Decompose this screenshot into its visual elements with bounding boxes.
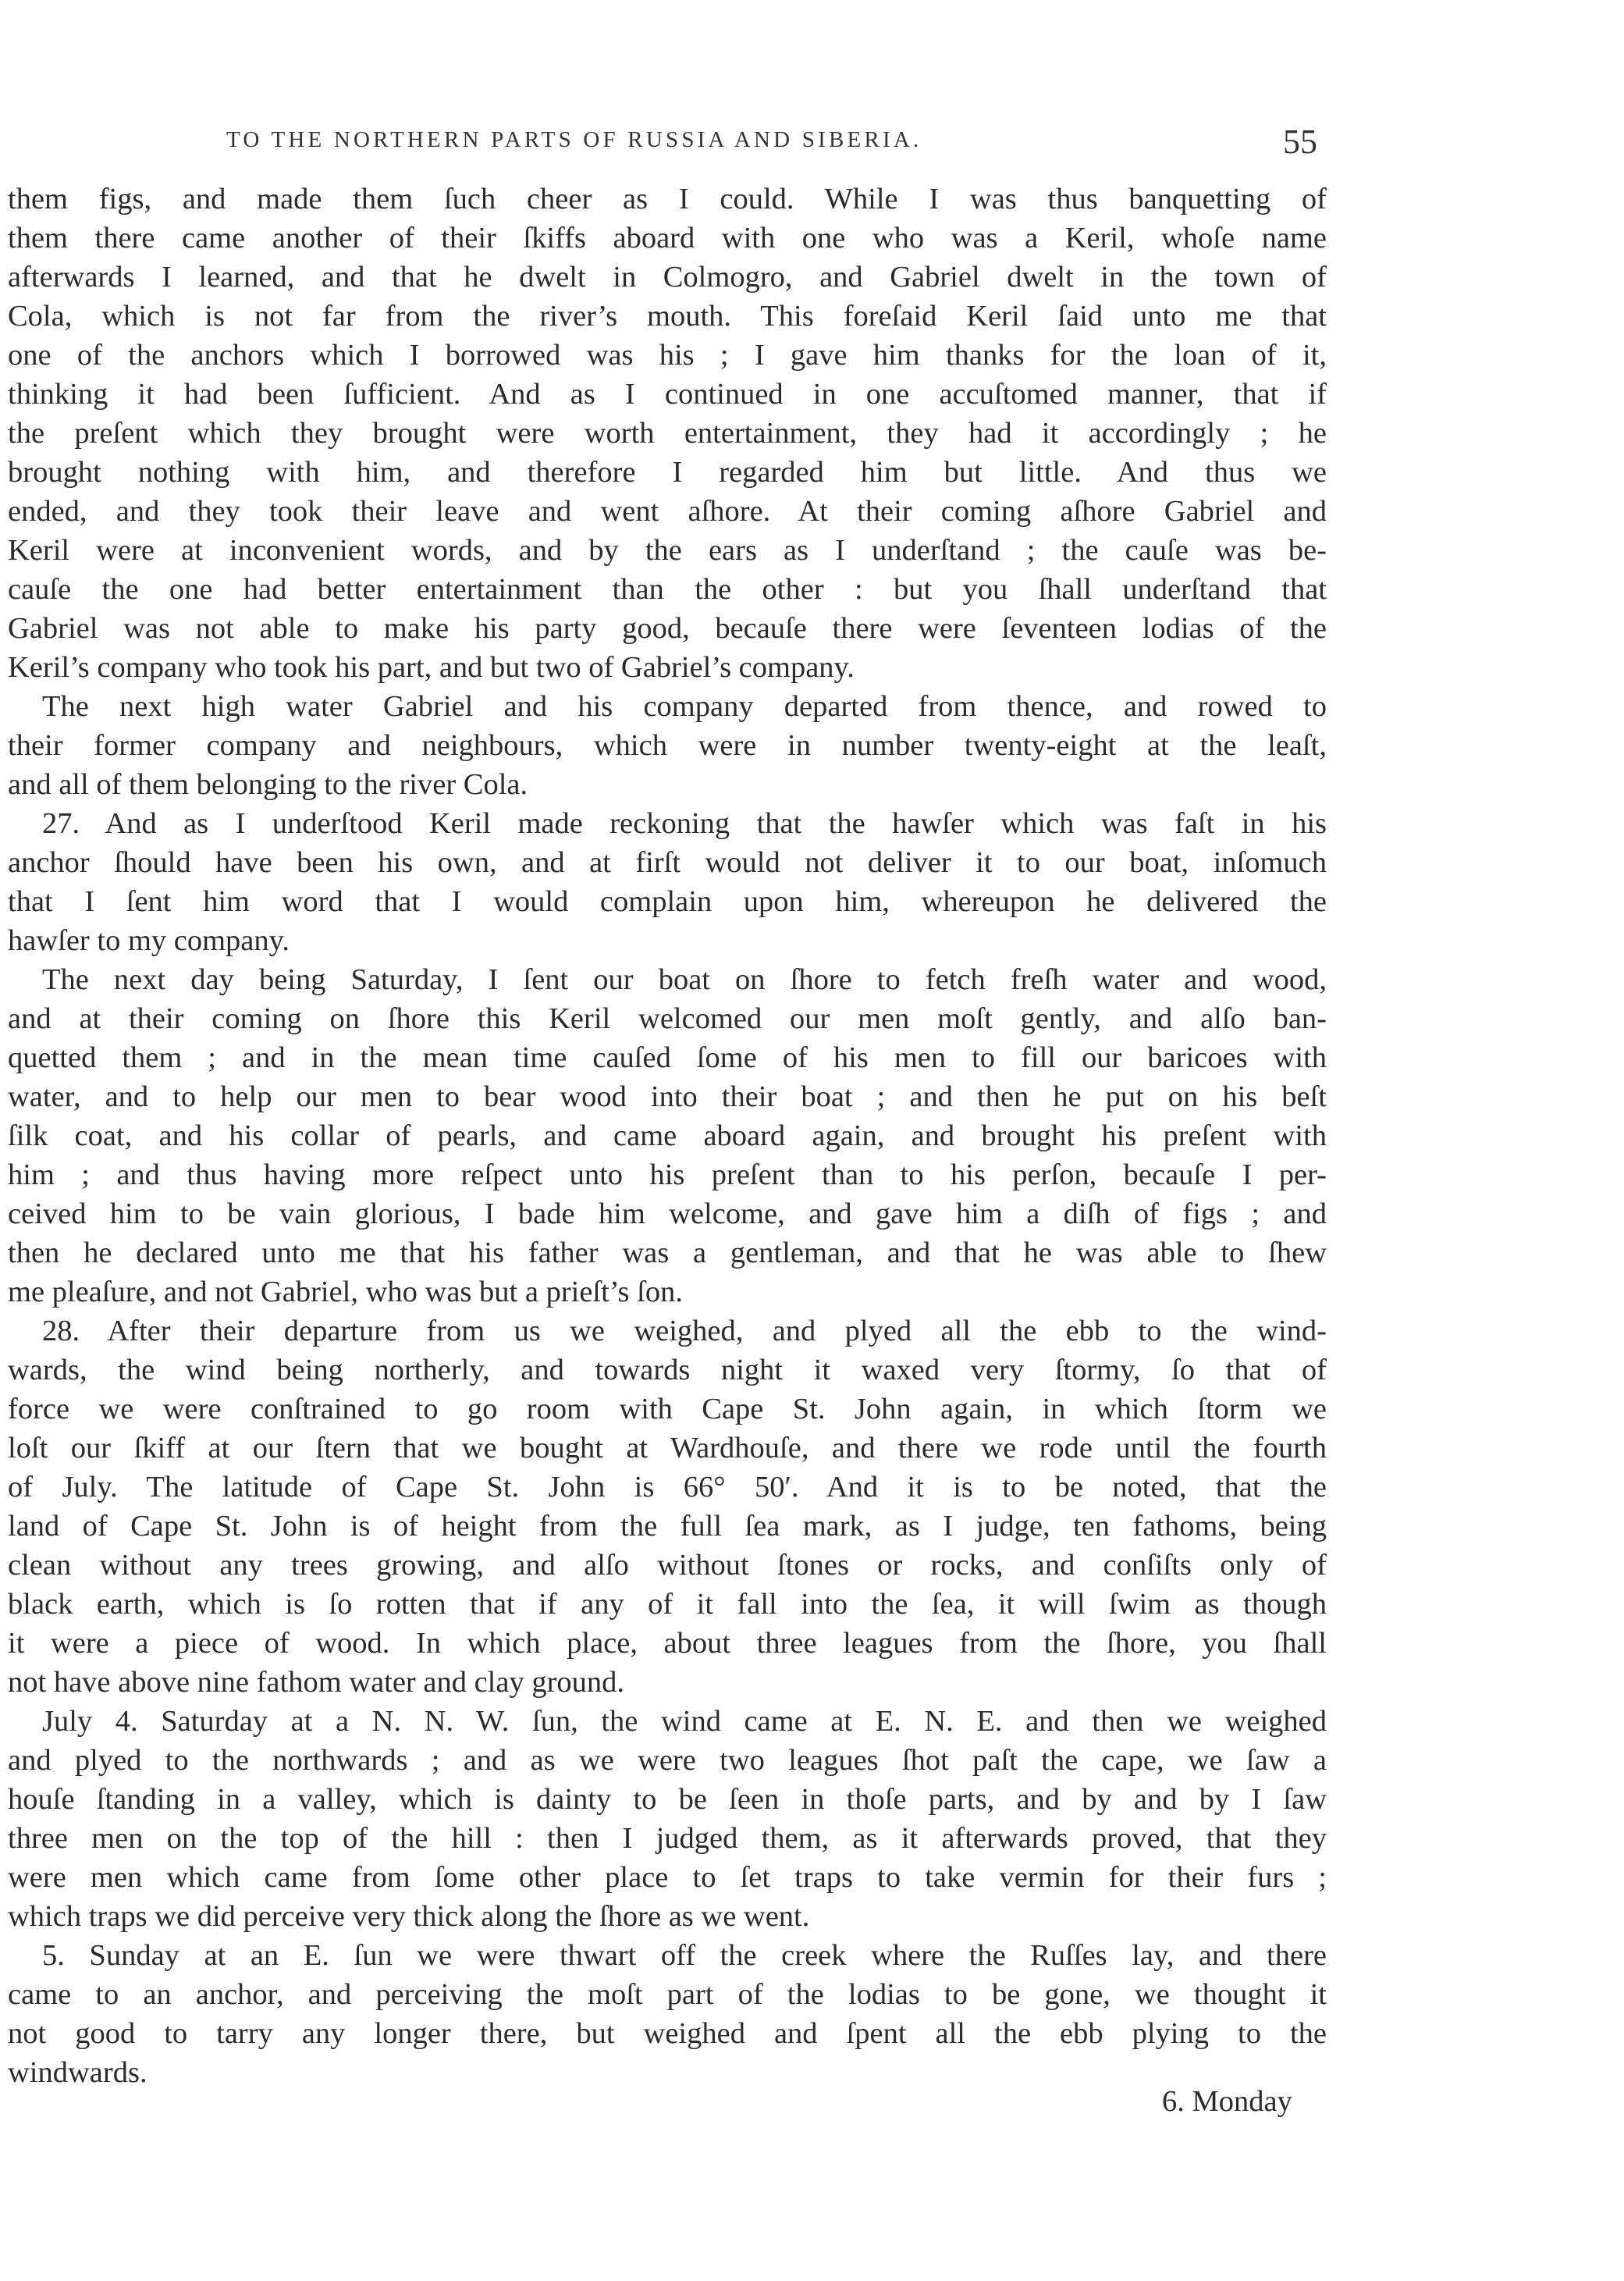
text-line: not have above nine fathom water and clay ground. (8, 1666, 625, 1699)
text-line: that I ſent him word that I would complain upon him, whereupon he delivered the (8, 885, 1327, 918)
text-line: houſe ſtanding in a valley, which is dainty to be ſeen in thoſe parts, and by and by I ſaw (8, 1783, 1327, 1816)
body-text (8, 180, 1327, 2092)
text-line: then he declared unto me that his father was a gentleman, and that he was able to ſhew (8, 1237, 1327, 1269)
text-line: windwards. (8, 2056, 147, 2089)
text-line: Keril were at inconvenient words, and by the ears as I underſtand ; the cauſe was be- (8, 534, 1327, 567)
text-line: clean without any trees growing, and alſo without ſtones or rocks, and conſiſts only of (8, 1549, 1327, 1582)
text-line: which traps we did perceive very thick along the ſhore as we went. (8, 1900, 810, 1933)
text-line: me pleaſure, and not Gabriel, who was but a prieſt’s ſon. (8, 1276, 683, 1308)
text-line: afterwards I learned, and that he dwelt in Colmogro, and Gabriel dwelt in the town of (8, 261, 1327, 294)
text-line: not good to tarry any longer there, but weighed and ſpent all the ebb plying to the (8, 2017, 1327, 2050)
text-line: Keril’s company who took his part, and but two of Gabriel’s company. (8, 651, 855, 684)
text-line: anchor ſhould have been his own, and at firſt would not deliver it to our boat, inſomuch (8, 846, 1327, 879)
text-line: and plyed to the northwards ; and as we were two leagues ſhot paſt the cape, we ſaw a (8, 1744, 1327, 1777)
text-line: one of the anchors which I borrowed was his ; I gave him thanks for the loan of it, (8, 339, 1327, 372)
text-line: them there came another of their ſkiffs aboard with one who was a Keril, whoſe name (8, 222, 1327, 254)
text-line: Cola, which is not far from the river’s mouth. This foreſaid Keril ſaid unto me that (8, 300, 1327, 333)
text-line: it were a piece of wood. In which place, about three leagues from the ſhore, you ſhall (8, 1627, 1327, 1660)
running-title: TO THE NORTHERN PARTS OF RUSSIA AND SIBERIA. (226, 127, 922, 152)
text-line: and at their coming on ſhore this Keril welcomed our men moſt gently, and alſo ban- (8, 1002, 1327, 1035)
text-line: black earth, which is ſo rotten that if any of it fall into the ſea, it will ſwim as though (8, 1588, 1327, 1621)
text-line: wards, the wind being northerly, and towards night it waxed very ſtormy, ſo that of (8, 1354, 1327, 1386)
text-line: cauſe the one had better entertainment than the other : but you ſhall underſtand that (8, 573, 1327, 606)
text-line: 5. Sunday at an E. ſun we were thwart off the creek where the Ruſſes lay, and there (42, 1939, 1327, 1972)
text-line: 28. After their departure from us we weighed, and plyed all the ebb to the wind- (42, 1315, 1327, 1347)
page-number: 55 (1283, 123, 1317, 161)
text-line: were men which came from ſome other place to ſet traps to take vermin for their furs ; (8, 1861, 1327, 1894)
text-line: brought nothing with him, and therefore I regarded him but little. And thus we (8, 456, 1327, 489)
text-line: him ; and thus having more reſpect unto his preſent than to his perſon, becauſe I per- (8, 1158, 1327, 1191)
text-line: loſt our ſkiff at our ſtern that we bought at Wardhouſe, and there we rode until the fourth (8, 1432, 1327, 1464)
text-line: 27. And as I underſtood Keril made reckoning that the hawſer which was faſt in his (42, 807, 1327, 840)
text-line: thinking it had been ſufficient. And as I continued in one accuſtomed manner, that if (8, 378, 1327, 411)
text-line: force we were conſtrained to go room with Cape St. John again, in which ſtorm we (8, 1393, 1327, 1425)
text-line: water, and to help our men to bear wood into their boat ; and then he put on his beſt (8, 1080, 1327, 1113)
text-line: of July. The latitude of Cape St. John is 66° 50′. And it is to be noted, that the (8, 1471, 1327, 1503)
text-line: their former company and neighbours, which were in number twenty-eight at the leaſt, (8, 729, 1327, 762)
text-line: the preſent which they brought were worth entertainment, they had it accordingly ; he (8, 417, 1327, 450)
text-line: them figs, and made them ſuch cheer as I could. While I was thus banquetting of (8, 183, 1327, 215)
text-line: came to an anchor, and perceiving the moſt part of the lodias to be gone, we thought it (8, 1978, 1327, 2011)
text-line: The next high water Gabriel and his company departed from thence, and rowed to (42, 690, 1327, 723)
text-line: Gabriel was not able to make his party good, becauſe there were ſeventeen lodias of the (8, 612, 1327, 645)
text-line: ſilk coat, and his collar of pearls, and came aboard again, and brought his preſent with (8, 1119, 1327, 1152)
text-line: and all of them belonging to the river Cola. (8, 768, 528, 801)
text-line: July 4. Saturday at a N. N. W. ſun, the wind came at E. N. E. and then we weighed (42, 1705, 1327, 1738)
text-line: ceived him to be vain glorious, I bade him welcome, and gave him a diſh of figs ; and (8, 1197, 1327, 1230)
text-line: three men on the top of the hill : then I judged them, as it afterwards proved, that they (8, 1822, 1327, 1855)
text-line: The next day being Saturday, I ſent our boat on ſhore to fetch freſh water and wood, (42, 963, 1327, 996)
text-line: land of Cape St. John is of height from the full ſea mark, as I judge, ten fathoms, being (8, 1510, 1327, 1543)
text-line: hawſer to my company. (8, 924, 290, 957)
text-line: quetted them ; and in the mean time cauſed ſome of his men to fill our baricoes with (8, 1041, 1327, 1074)
text-line: ended, and they took their leave and went aſhore. At their coming aſhore Gabriel and (8, 495, 1327, 528)
catchword: 6. Monday (1162, 2085, 1292, 2118)
